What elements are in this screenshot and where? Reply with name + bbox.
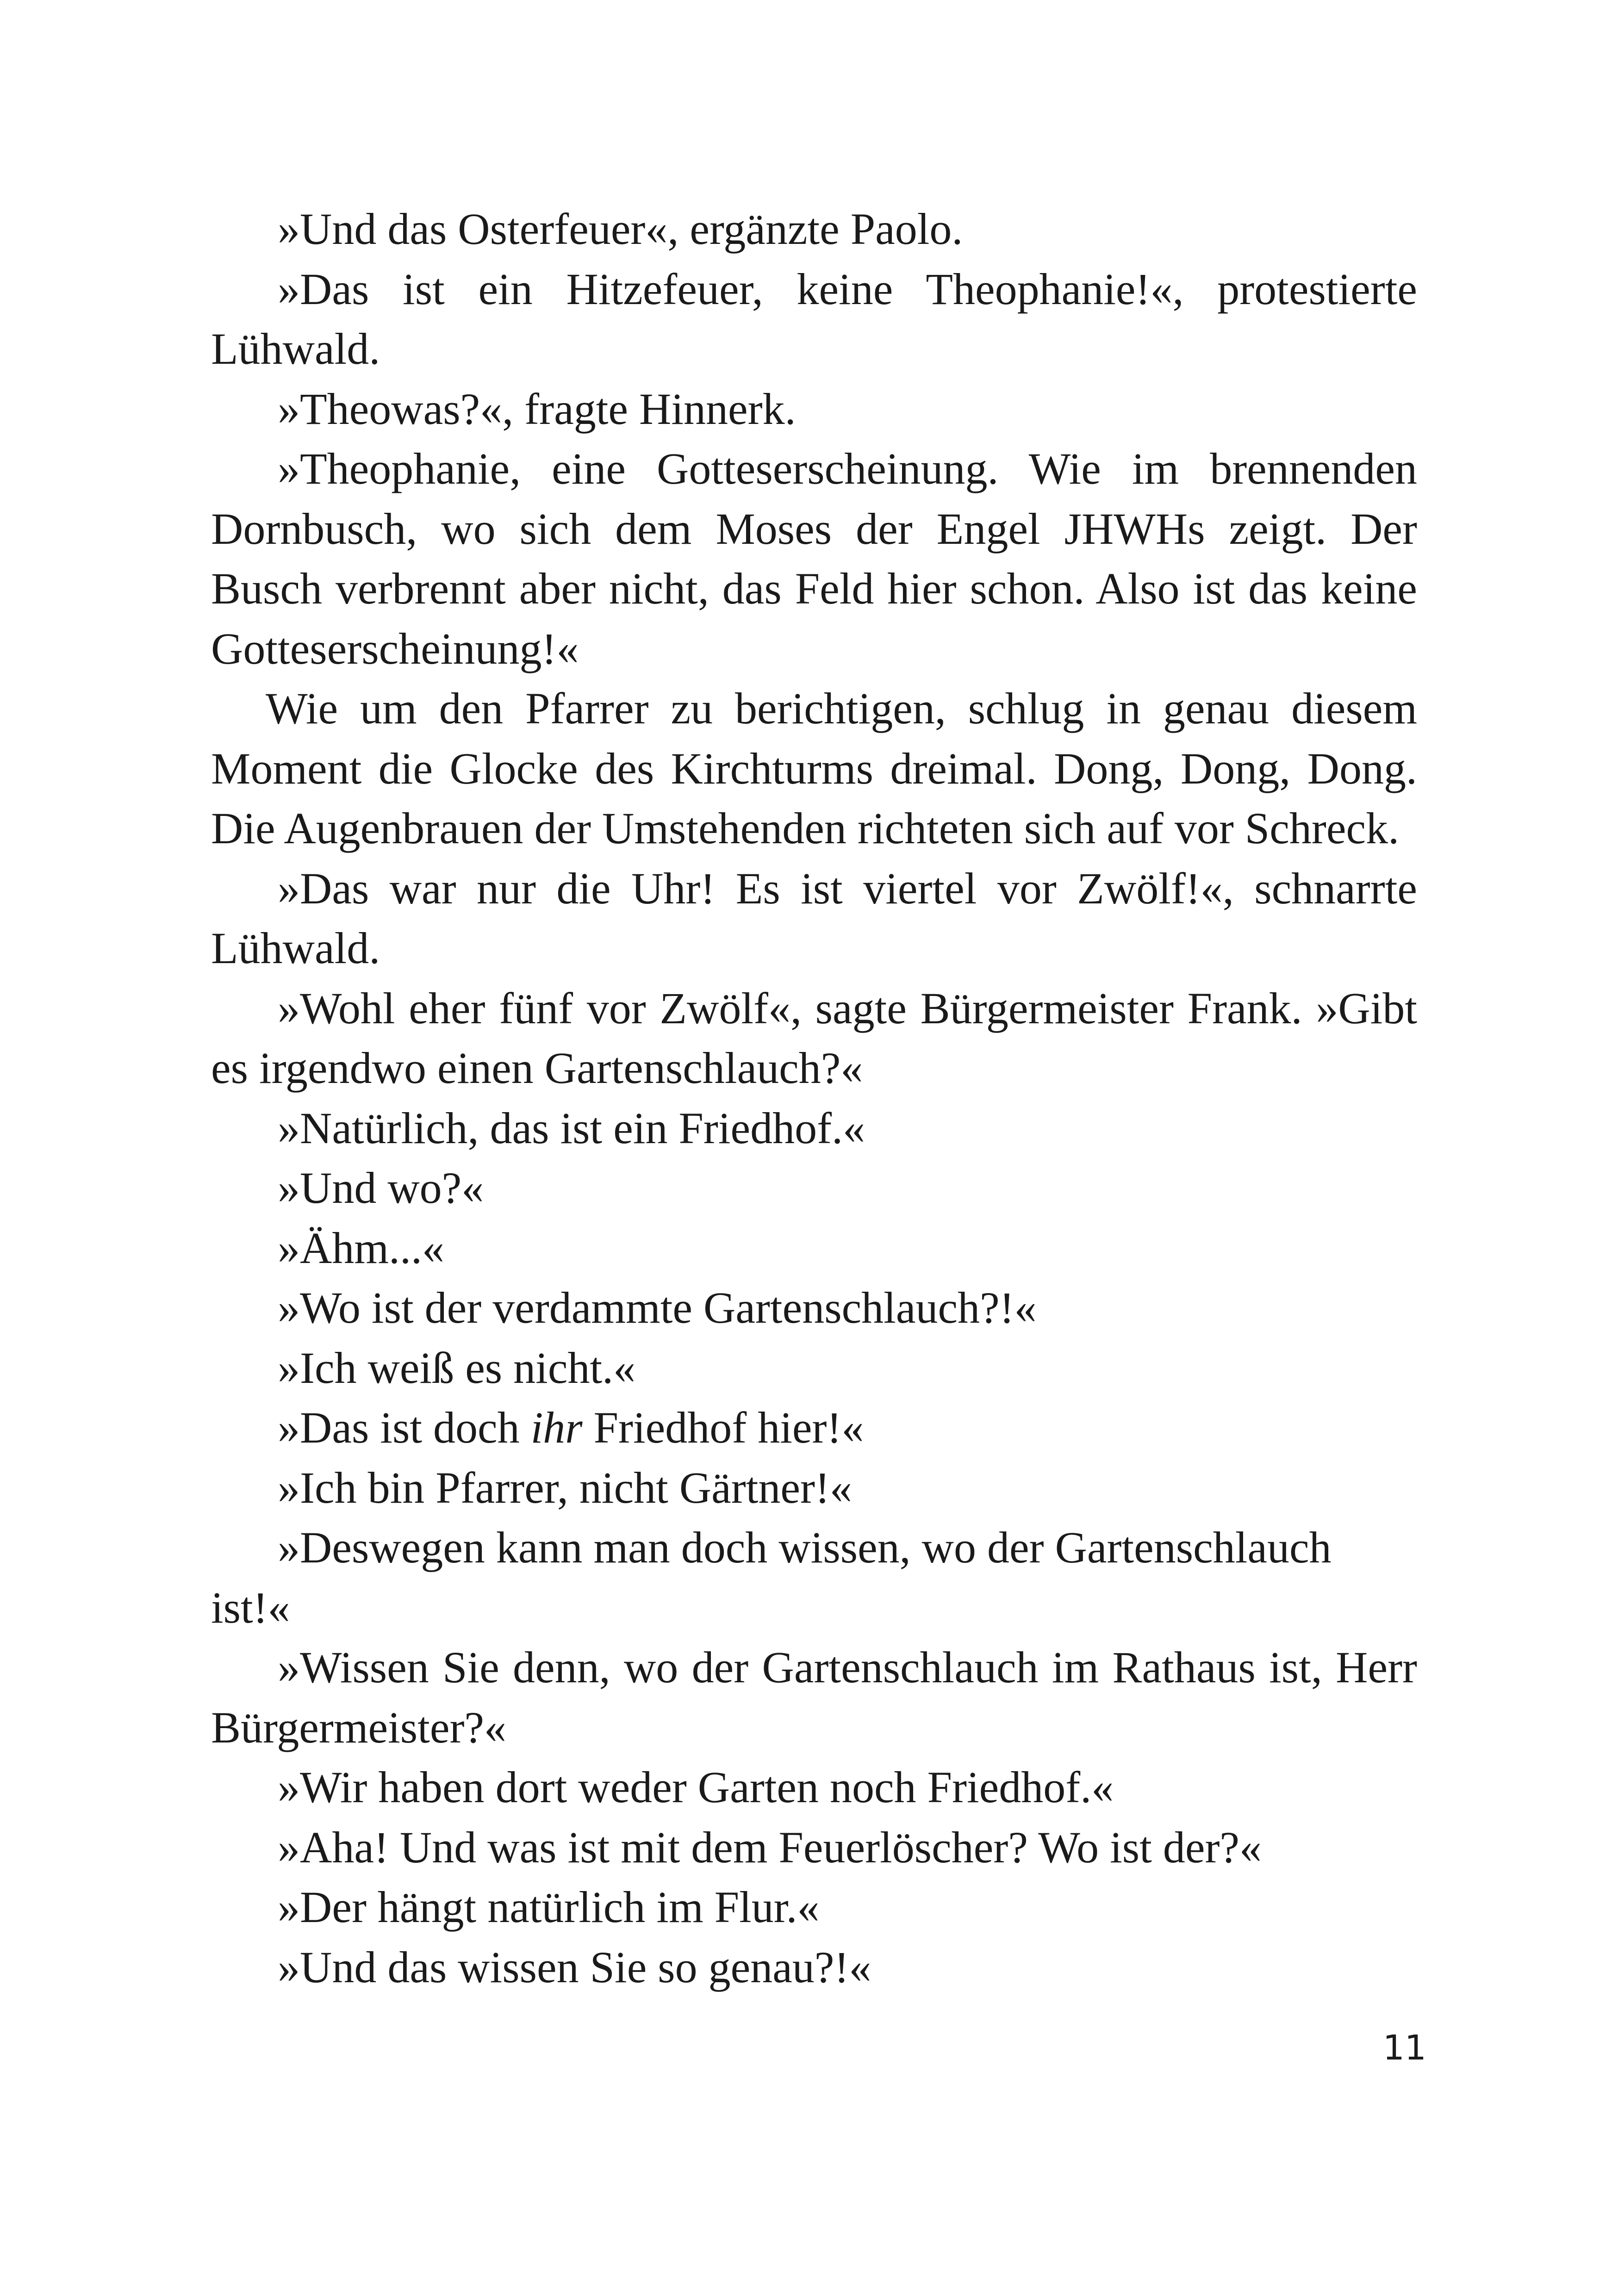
paragraph-dialogue: »Deswegen kann man doch wissen, wo der Gartenschlauch ist!« (211, 1523, 1332, 1632)
italic-emphasis: ihr (530, 1403, 583, 1452)
page-number: 11 (1382, 2028, 1426, 2068)
paragraph-dialogue: »Und das Osterfeuer«, ergänzte Paolo. (278, 204, 963, 254)
paragraph-dialogue-emphasis (211, 1398, 1417, 1458)
paragraph-dialogue: »Aha! Und was ist mit dem Feuerlöscher? Wo ist der?« (278, 1822, 1262, 1872)
paragraph-dialogue: »Theophanie, eine Gotteserscheinung. Wie im brennenden Dornbusch, wo sich dem Moses der Engel JHWHs zeigt. Der Busch verbrennt aber nicht, das Feld hier schon. Also ist das keine Gotteserscheinung!« (211, 444, 1417, 673)
text-before-emphasis: »Das ist doch (278, 1403, 531, 1452)
text-after-emphasis: Friedhof hier!« (582, 1403, 864, 1452)
paragraph-dialogue: »Wir haben dort weder Garten noch Friedhof.« (278, 1762, 1114, 1812)
paragraph-dialogue: »Das ist ein Hitzefeuer, keine Theophanie!«, protestierte Lühwald. (211, 264, 1417, 373)
paragraph-narration: Wie um den Pfarrer zu berichtigen, schlug in genau diesem Moment die Glocke des Kirchturms dreimal. Dong, Dong, Dong. Die Augenbrauen der Umstehenden richteten sich auf vor Schreck. (211, 684, 1417, 853)
paragraph-dialogue: »Der hängt natürlich im Flur.« (278, 1882, 820, 1932)
paragraph-dialogue: »Wissen Sie denn, wo der Gartenschlauch im Rathaus ist, Herr Bürgermeister?« (211, 1643, 1417, 1752)
paragraph-dialogue: »Natürlich, das ist ein Friedhof.« (278, 1103, 865, 1153)
paragraph-dialogue: »Theowas?«, fragte Hinnerk. (278, 384, 796, 434)
paragraph-dialogue: »Ich bin Pfarrer, nicht Gärtner!« (278, 1462, 852, 1512)
paragraph-dialogue: »Und wo?« (278, 1163, 484, 1213)
paragraph-dialogue: »Ich weiß es nicht.« (278, 1343, 636, 1393)
paragraph-dialogue: »Wo ist der verdammte Gartenschlauch?!« (278, 1283, 1037, 1332)
body-text (211, 199, 1417, 1997)
paragraph-dialogue: »Und das wissen Sie so genau?!« (278, 1942, 871, 1992)
paragraph-dialogue: »Ähm...« (278, 1223, 444, 1273)
paragraph-dialogue: »Das war nur die Uhr! Es ist viertel vor Zwölf!«, schnarrte Lühwald. (211, 863, 1417, 973)
paragraph-dialogue: »Wohl eher fünf vor Zwölf«, sagte Bürgermeister Frank. »Gibt es irgendwo einen Gartenschlauch?« (211, 983, 1417, 1093)
